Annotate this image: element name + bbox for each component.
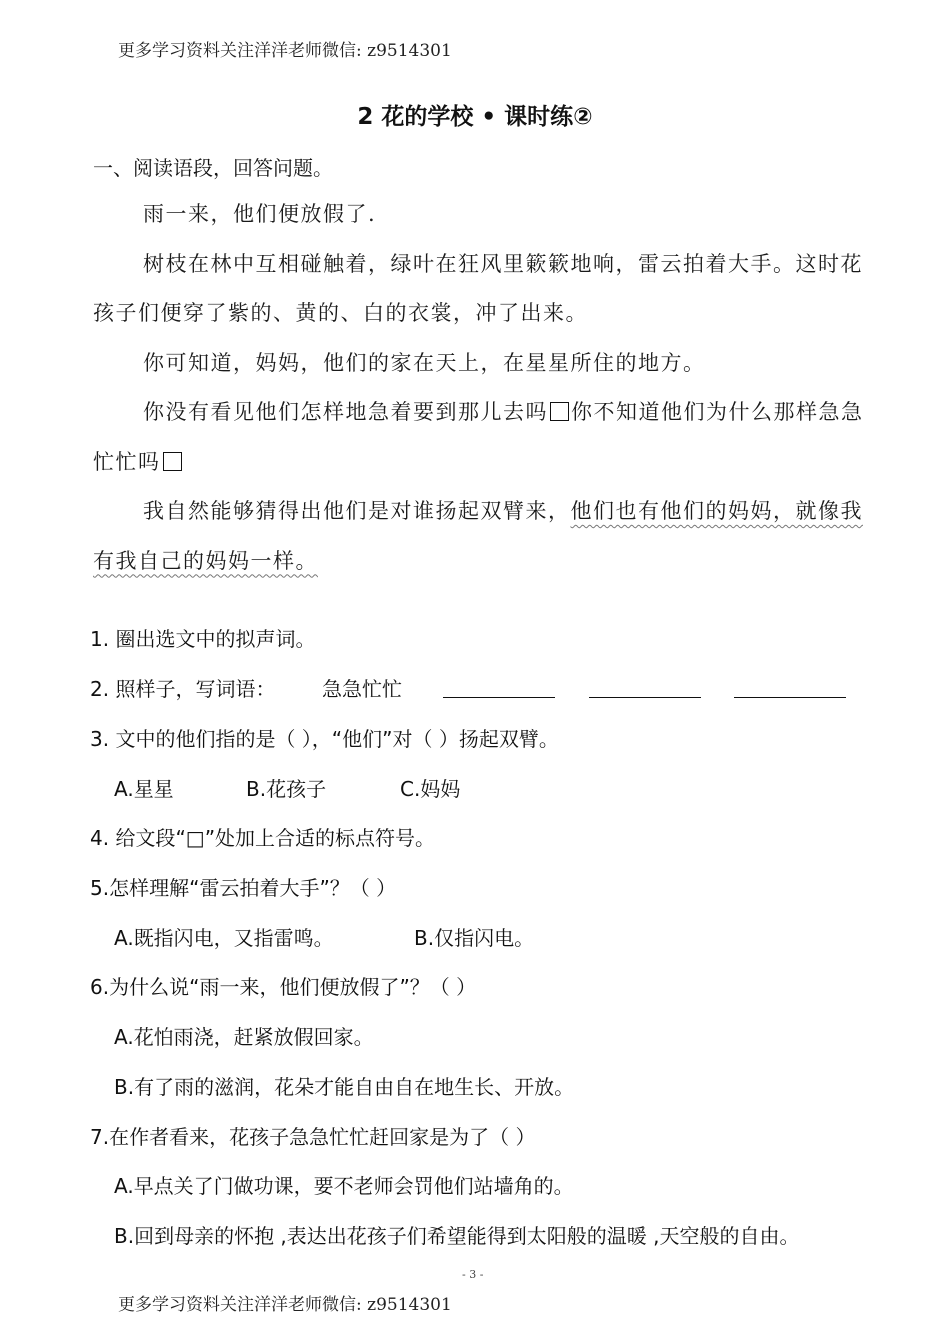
page-title: 2 花的学校 • 课时练② — [357, 104, 593, 130]
question-2-label: 2. 照样子，写词语： — [90, 677, 276, 701]
section-title: 一、阅读语段，回答问题。 — [93, 156, 333, 180]
question-1: 1. 圈出选文中的拟声词。 — [90, 627, 316, 651]
page-number: - 3 - — [462, 1268, 484, 1281]
question-5-option-b: B.仅指闪电。 — [414, 926, 535, 950]
question-6-option-b: B.有了雨的滋润，花朵才能自由自在地生长、开放。 — [114, 1075, 575, 1099]
passage-paragraph-3: 你可知道，妈妈，他们的家在天上，在星星所住的地方。 — [143, 350, 706, 375]
header-note: 更多学习资料关注洋洋老师微信: z9514301 — [118, 41, 452, 61]
question-3-option-b: B.花孩子 — [246, 777, 327, 801]
passage-p4-part-b: 你不知道他们为什么那样急急忙忙吗 — [93, 400, 864, 474]
question-3-option-c: C.妈妈 — [400, 777, 461, 801]
punctuation-box — [550, 402, 569, 421]
passage-p4-part-a: 你没有看见他们怎样地急着要到那儿去吗 — [143, 400, 548, 424]
question-6-option-a: A.花怕雨浇，赶紧放假回家。 — [114, 1025, 374, 1049]
reading-passage — [93, 190, 868, 586]
punctuation-box — [163, 452, 182, 471]
question-7: 7.在作者看来，花孩子急急忙忙赶回家是为了（ ） — [90, 1125, 536, 1149]
passage-p5-wavy-underlined: 他们也有他们的妈妈，就像我有我自己的妈妈一样。 — [93, 499, 863, 573]
question-3: 3. 文中的他们指的是（ ），“他们”对（ ）扬起双臂。 — [90, 727, 559, 751]
question-5-option-a: A.既指闪电，又指雷鸣。 — [114, 926, 334, 950]
footer-note: 更多学习资料关注洋洋老师微信: z9514301 — [118, 1295, 452, 1315]
passage-paragraph-4 — [93, 388, 868, 487]
passage-paragraph-5 — [93, 487, 868, 586]
question-6: 6.为什么说“雨一来，他们便放假了”？（ ） — [90, 975, 477, 999]
question-7-option-a: A.早点关了门做功课，要不老师会罚他们站墙角的。 — [114, 1174, 574, 1198]
answer-blank-1[interactable] — [443, 697, 555, 698]
question-3-option-a: A.星星 — [114, 777, 174, 801]
question-2-example: 急急忙忙 — [322, 677, 402, 701]
answer-blank-2[interactable] — [589, 697, 701, 698]
question-4: 4. 给文段“□”处加上合适的标点符号。 — [90, 826, 436, 850]
answer-blank-3[interactable] — [734, 697, 846, 698]
passage-paragraph-1: 雨一来，他们便放假了. — [143, 202, 377, 226]
passage-paragraph-2: 树枝在林中互相碰触着，绿叶在狂风里簌簌地响，雷云拍着大手。这时花孩子们便穿了紫的、黄的、白的衣裳，冲了出来。 — [93, 251, 863, 325]
question-5: 5.怎样理解“雷云拍着大手”？（ ） — [90, 876, 397, 900]
question-7-option-b: B.回到母亲的怀抱 ,表达出花孩子们希望能得到太阳般的温暖 ,天空般的自由。 — [114, 1224, 800, 1248]
passage-p5-plain: 我自然能够猜得出他们是对谁扬起双臂来， — [143, 499, 571, 523]
